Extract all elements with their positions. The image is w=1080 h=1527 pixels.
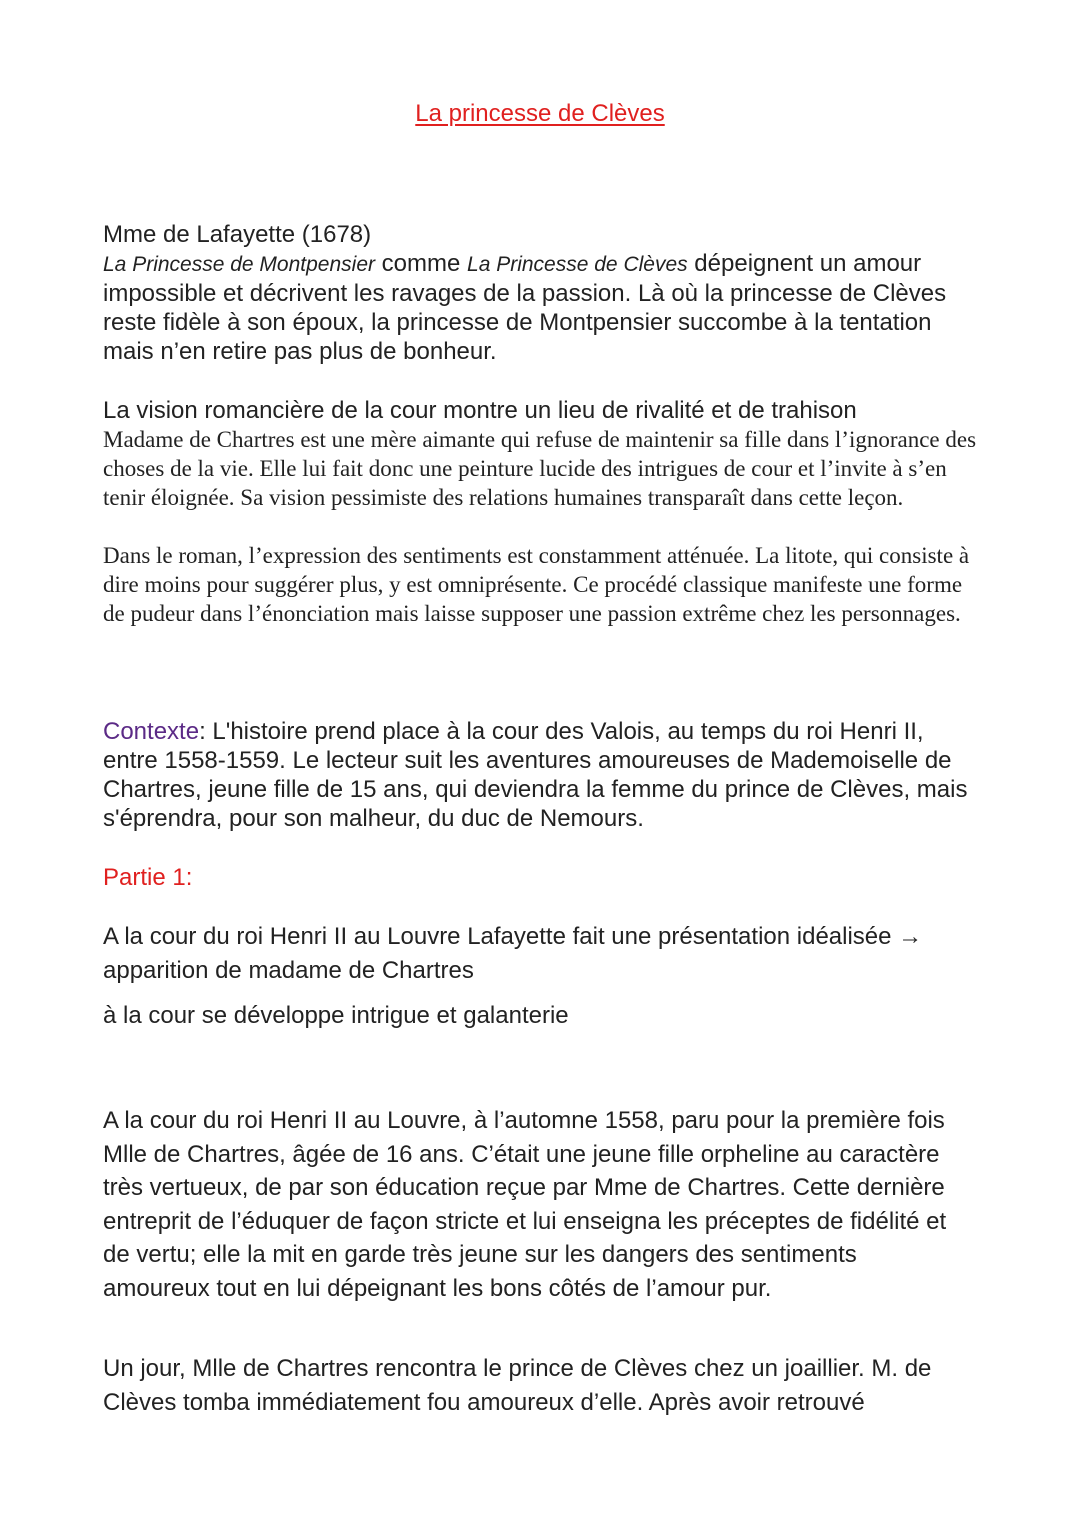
partie1-line-1: A la cour du roi Henri II au Louvre Lafayette fait une présentation idéalisée → apparition de madame de Chartres (103, 923, 923, 984)
contexte-paragraph (103, 717, 983, 833)
contexte-label: Contexte (103, 718, 200, 745)
intro-comme: comme (375, 250, 468, 277)
partie1-paragraph-2: Un jour, Mlle de Chartres rencontra le prince de Clèves chez un joaillier. M. de Clèves tomba immédiatement fou amoureux d’elle. Après avoir retrouvé (103, 1355, 932, 1416)
work-title-cleves: La Princesse de Clèves (467, 253, 688, 276)
intro-text: dépeignent un amour impossible et décrivent les ravages de la passion. Là où la princesse de Clèves reste fidèle à son époux, la princesse de Montpensier succombe à la tentation mais n’en retire pas plus de bonheur. (103, 250, 947, 365)
partie1-heading: Partie 1: (103, 864, 193, 891)
vision-heading: La vision romancière de la cour montre un lieu de rivalité et de trahison (103, 397, 857, 424)
partie1-paragraph-1: A la cour du roi Henri II au Louvre, à l’automne 1558, paru pour la première fois Mlle de Chartres, âgée de 16 ans. C’était une jeune fille orpheline au caractère très vertueux, de par son éducation reçue par Mme de Chartres. Cette dernière entreprit de l’éduquer de façon stricte et lui enseigna les préceptes de fidélité et de vertu; elle la mit en garde très jeune sur les dangers des sentiments amoureux tout en lui dépeignant les bons côtés de l’amour pur. (103, 1107, 947, 1302)
vision-paragraph-1: Madame de Chartres est une mère aimante qui refuse de maintenir sa fille dans l’ignorance des choses de la vie. Elle lui fait donc une peinture lucide des intrigues de cour et l’invite à s’en tenir éloignée. Sa vision pessimiste des relations humaines transparaît dans cette leçon. (103, 427, 977, 510)
contexte-text: : L'histoire prend place à la cour des Valois, au temps du roi Henri II, entre 1558-1559. Le lecteur suit les aventures amoureuses de Mademoiselle de Chartres, jeune fille de 15 ans, qui deviendra la femme du prince de Clèves, mais s'éprendra, pour son malheur, du duc de Nemours. (103, 718, 968, 832)
partie1-line-2: à la cour se développe intrigue et galanterie (103, 1002, 569, 1029)
document-title: La princesse de Clèves (415, 100, 665, 127)
intro-paragraph (103, 220, 983, 366)
vision-paragraph-2: Dans le roman, l’expression des sentiments est constamment atténuée. La litote, qui consiste à dire moins pour suggérer plus, y est omniprésente. Ce procédé classique manifeste une forme de pudeur dans l’énonciation mais laisse supposer une passion extrême chez les personnages. (103, 543, 970, 626)
work-title-montpensier: La Princesse de Montpensier (103, 253, 375, 276)
author-line: Mme de Lafayette (1678) (103, 221, 372, 248)
